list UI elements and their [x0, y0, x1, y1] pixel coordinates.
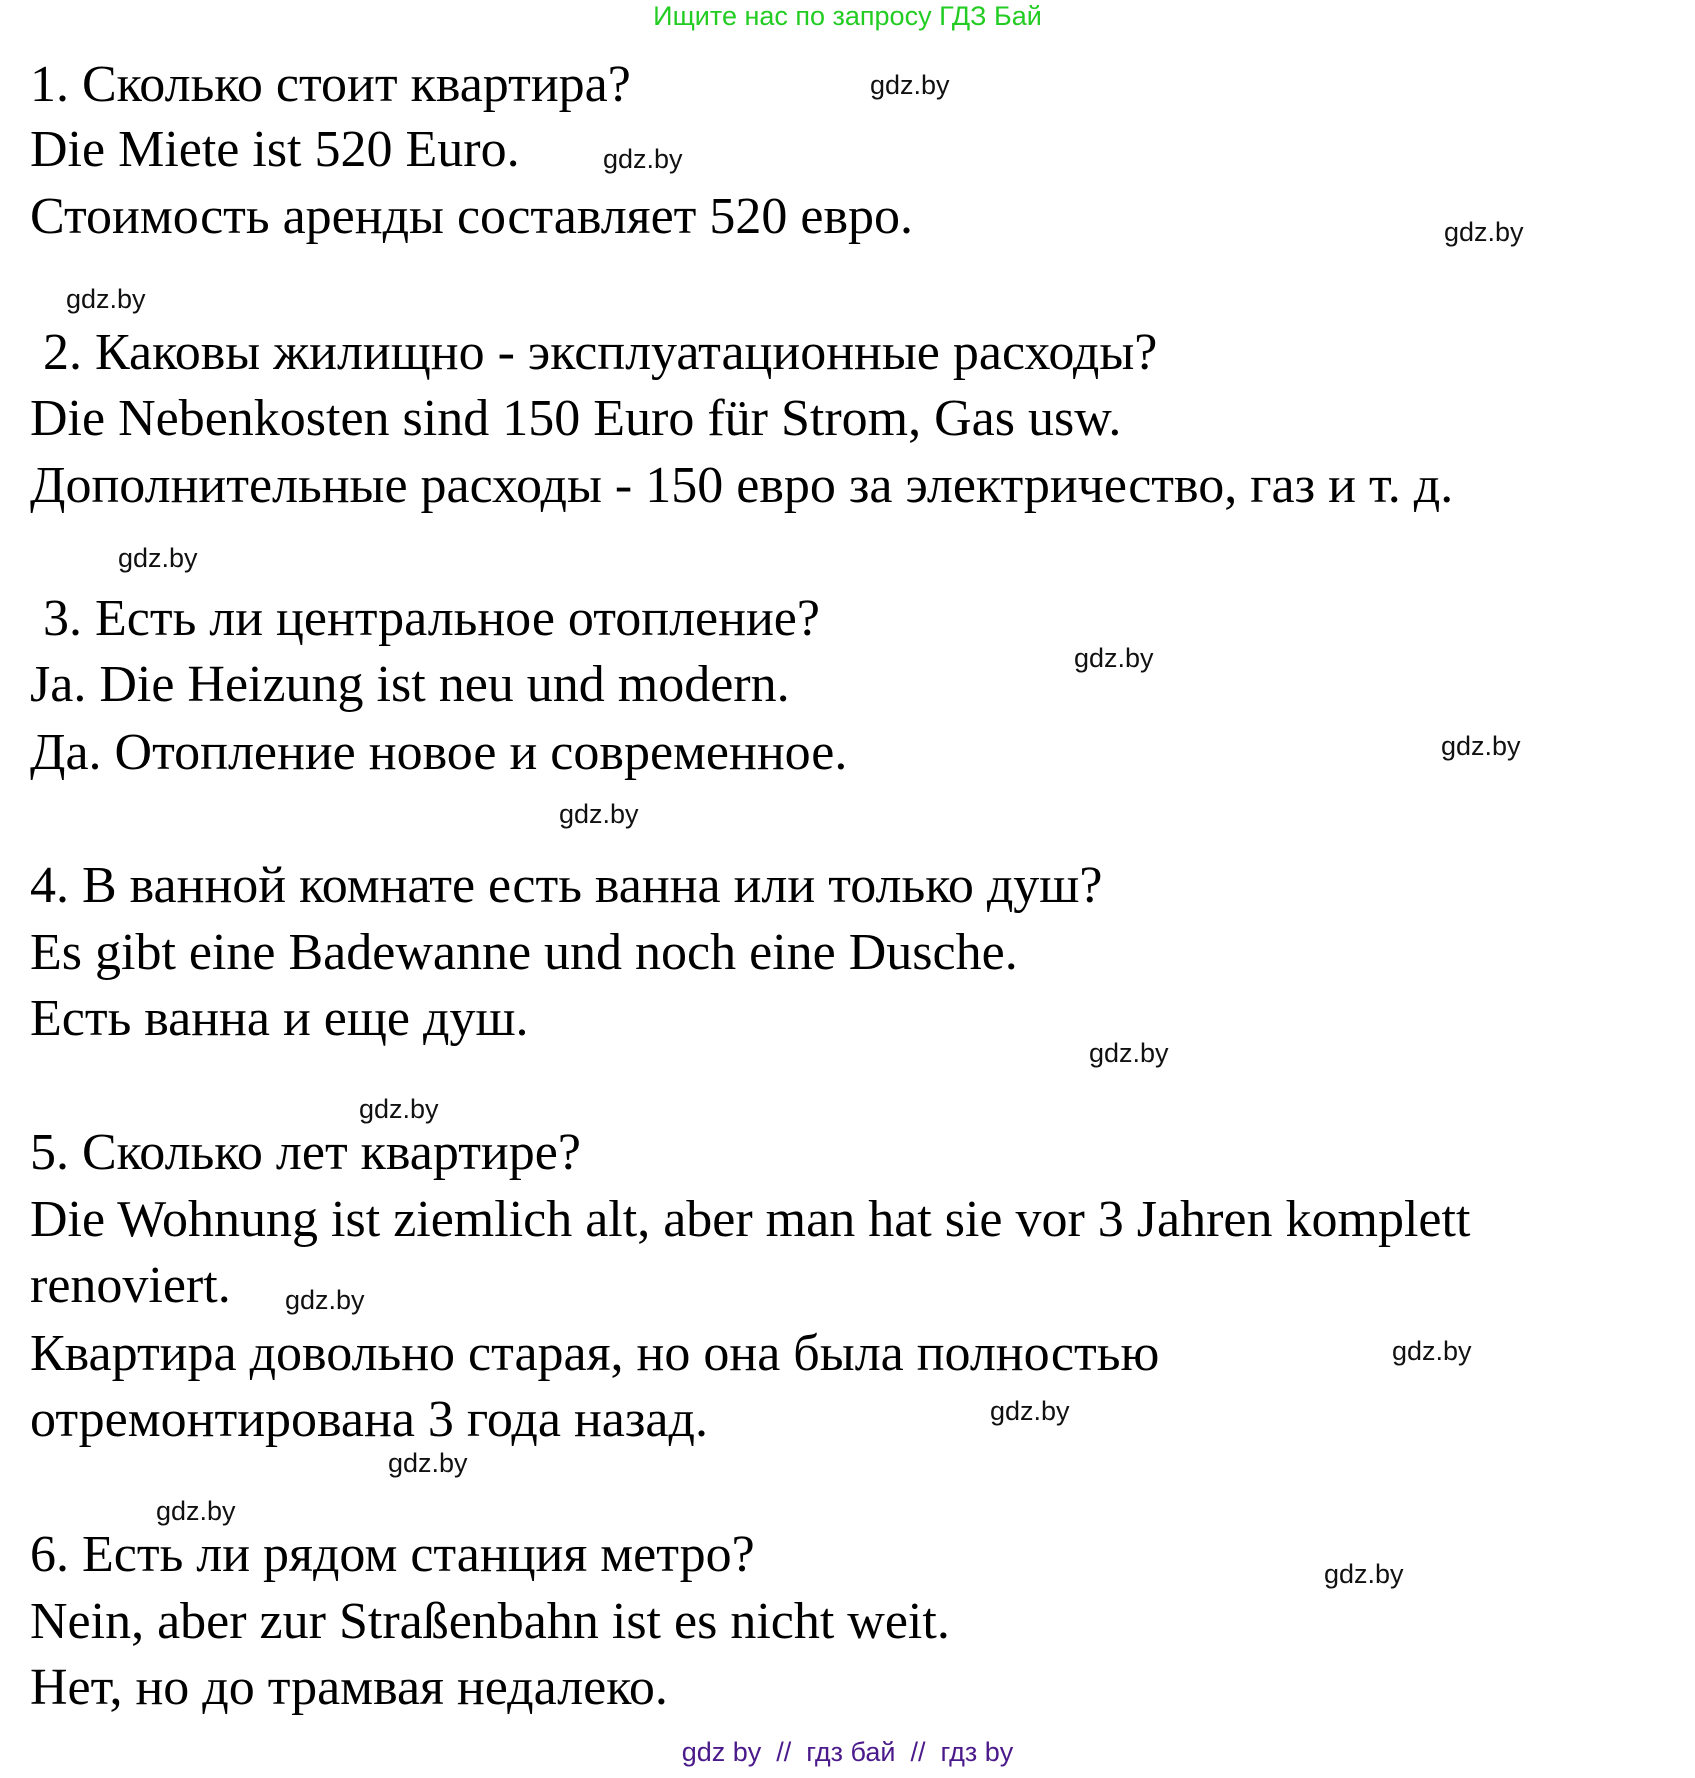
watermark: gdz.by	[118, 543, 198, 573]
answer-5-german: Die Wohnung ist ziemlich alt, aber man hat sie vor 3 Jahren komplett	[30, 1191, 1471, 1248]
question-3: 3. Есть ли центральное отопление?	[30, 590, 820, 647]
answer-2-russian: Дополнительные расходы - 150 евро за электричество, газ и т. д.	[30, 457, 1454, 514]
answer-4-russian: Есть ванна и еще душ.	[30, 990, 529, 1047]
watermark: gdz.by	[559, 799, 639, 829]
watermark: gdz.by	[1089, 1038, 1169, 1068]
question-1: 1. Сколько стоит квартира?	[30, 56, 631, 113]
answer-5-german-cont: renoviert.	[30, 1257, 231, 1314]
answer-5-russian-cont: отремонтирована 3 года назад.	[30, 1391, 708, 1448]
answer-6-russian: Нет, но до трамвая недалеко.	[30, 1659, 668, 1716]
question-5: 5. Сколько лет квартире?	[30, 1124, 581, 1181]
watermark: gdz.by	[66, 284, 146, 314]
watermark: gdz.by	[603, 144, 683, 174]
watermark: gdz.by	[1441, 731, 1521, 761]
watermark: gdz.by	[156, 1496, 236, 1526]
answer-3-german: Ja. Die Heizung ist neu und modern.	[30, 656, 790, 713]
question-2: 2. Каковы жилищно - эксплуатационные расходы?	[30, 324, 1158, 381]
watermark: gdz.by	[1324, 1559, 1404, 1589]
watermark: gdz.by	[870, 70, 950, 100]
question-4: 4. В ванной комнате есть ванна или только душ?	[30, 857, 1103, 914]
header-banner: Ищите нас по запросу ГДЗ Бай	[653, 1, 1042, 31]
answer-4-german: Es gibt eine Badewanne und noch eine Dusche.	[30, 924, 1018, 981]
answer-6-german: Nein, aber zur Straßenbahn ist es nicht weit.	[30, 1593, 950, 1650]
answer-5-russian: Квартира довольно старая, но она была полностью	[30, 1325, 1160, 1382]
watermark: gdz.by	[388, 1448, 468, 1478]
answer-3-russian: Да. Отопление новое и современное.	[30, 724, 848, 781]
watermark: gdz.by	[1392, 1336, 1472, 1366]
answer-1-german: Die Miete ist 520 Euro.	[30, 121, 520, 178]
question-6: 6. Есть ли рядом станция метро?	[30, 1526, 755, 1583]
watermark: gdz.by	[285, 1285, 365, 1315]
footer-banner: gdz by // гдз бай // гдз by	[681, 1737, 1014, 1767]
answer-1-russian: Стоимость аренды составляет 520 евро.	[30, 188, 914, 245]
watermark: gdz.by	[1074, 643, 1154, 673]
watermark: gdz.by	[359, 1094, 439, 1124]
watermark: gdz.by	[990, 1396, 1070, 1426]
watermark: gdz.by	[1444, 217, 1524, 247]
answer-2-german: Die Nebenkosten sind 150 Euro für Strom, Gas usw.	[30, 390, 1122, 447]
